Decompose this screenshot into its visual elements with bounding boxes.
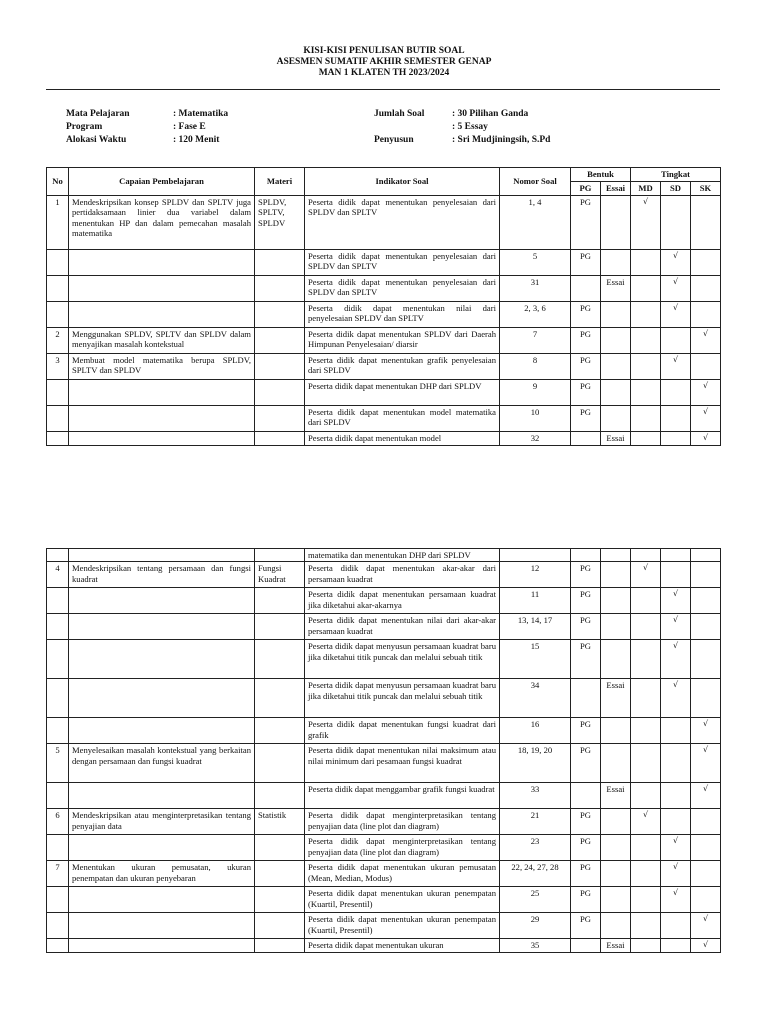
row-tingkat-sd: √ (661, 354, 691, 380)
row-bentuk-essai (601, 406, 631, 432)
row-tingkat-md: √ (631, 196, 661, 250)
row-capaian (69, 549, 255, 562)
row-tingkat-sd (661, 718, 691, 744)
mapel-label: Mata Pelajaran (66, 109, 130, 119)
row-nomor-soal: 23 (500, 835, 571, 861)
table-row (47, 354, 721, 380)
row-no: 5 (47, 744, 69, 783)
row-no (47, 380, 69, 406)
row-tingkat-sk (691, 809, 721, 835)
row-tingkat-md (631, 640, 661, 679)
kisi-table-page2 (46, 548, 721, 953)
doc-title-line2: ASESMEN SUMATIF AKHIR SEMESTER GENAP (276, 57, 492, 67)
col-header-capaian: Capaian Pembelajaran (69, 168, 255, 196)
row-tingkat-md (631, 939, 661, 953)
waktu-value: : 120 Menit (173, 135, 220, 145)
row-tingkat-sd (661, 549, 691, 562)
row-tingkat-md (631, 302, 661, 328)
col-header-sk: SK (691, 182, 721, 196)
row-indikator: Peserta didik dapat menentukan grafik penyelesaian dari SPLDV (305, 354, 500, 380)
row-indikator: Peserta didik dapat menentukan persamaan kuadrat jika diketahui akar-akarnya (305, 588, 500, 614)
row-bentuk-essai (601, 250, 631, 276)
row-no (47, 913, 69, 939)
mapel-value: : Matematika (173, 109, 229, 119)
row-indikator: Peserta didik dapat menyusun persamaan kuadrat baru jika diketahui titik puncak dan melalui sebuah titik (305, 679, 500, 718)
row-tingkat-sd: √ (661, 276, 691, 302)
jumlah-value-pg: : 30 Pilihan Ganda (452, 109, 529, 119)
row-materi (255, 588, 305, 614)
row-bentuk-essai (601, 718, 631, 744)
row-materi (255, 679, 305, 718)
row-tingkat-md (631, 250, 661, 276)
row-indikator: Peserta didik dapat menentukan model (305, 432, 500, 446)
row-indikator: Peserta didik dapat menggambar grafik fungsi kuadrat (305, 783, 500, 809)
row-tingkat-sd: √ (661, 861, 691, 887)
row-no (47, 302, 69, 328)
row-capaian: Mendeskripsikan konsep SPLDV dan SPLTV juga pertidaksamaan linier dua variabel dalam menentukan HP dan dalam pemecahan masalah matematika (69, 196, 255, 250)
row-tingkat-sk (691, 614, 721, 640)
row-nomor-soal: 18, 19, 20 (500, 744, 571, 783)
row-nomor-soal: 21 (500, 809, 571, 835)
row-materi (255, 614, 305, 640)
doc-title-line3: MAN 1 KLATEN TH 2023/2024 (318, 68, 450, 78)
table-row (47, 783, 721, 809)
row-bentuk-essai (601, 562, 631, 588)
row-indikator: Peserta didik dapat menentukan ukuran (305, 939, 500, 953)
row-materi (255, 783, 305, 809)
row-materi: Statistik (255, 809, 305, 835)
row-tingkat-sd (661, 406, 691, 432)
row-tingkat-sk (691, 861, 721, 887)
row-tingkat-sk: √ (691, 744, 721, 783)
row-indikator: Peserta didik dapat menentukan nilai dari penyelesaian SPLDV dan SPLTV (305, 302, 500, 328)
row-bentuk-essai: Essai (601, 783, 631, 809)
row-materi (255, 250, 305, 276)
table-row (47, 196, 721, 250)
row-tingkat-sd: √ (661, 614, 691, 640)
table-row (47, 328, 721, 354)
row-bentuk-essai (601, 614, 631, 640)
row-no: 6 (47, 809, 69, 835)
row-bentuk-pg: PG (571, 380, 601, 406)
row-tingkat-sd (661, 913, 691, 939)
row-bentuk-pg (571, 783, 601, 809)
row-no: 7 (47, 861, 69, 887)
row-bentuk-essai (601, 640, 631, 679)
row-tingkat-sk: √ (691, 380, 721, 406)
row-materi (255, 302, 305, 328)
row-tingkat-sk (691, 302, 721, 328)
row-tingkat-sd: √ (661, 887, 691, 913)
row-tingkat-sd (661, 939, 691, 953)
row-no (47, 887, 69, 913)
waktu-label: Alokasi Waktu (66, 135, 127, 145)
row-materi: Fungsi Kuadrat (255, 562, 305, 588)
row-no (47, 614, 69, 640)
row-bentuk-pg: PG (571, 196, 601, 250)
row-capaian (69, 276, 255, 302)
row-bentuk-pg: PG (571, 809, 601, 835)
row-indikator: Peserta didik dapat menentukan ukuran penempatan (Kuartil, Presentil) (305, 887, 500, 913)
row-bentuk-pg: PG (571, 614, 601, 640)
row-capaian (69, 913, 255, 939)
row-materi (255, 276, 305, 302)
row-materi (255, 939, 305, 953)
row-tingkat-sd (661, 783, 691, 809)
row-no: 3 (47, 354, 69, 380)
row-tingkat-sk: √ (691, 432, 721, 446)
row-tingkat-sk (691, 562, 721, 588)
row-nomor-soal: 11 (500, 588, 571, 614)
table-row (47, 250, 721, 276)
col-header-bentuk: Bentuk (571, 168, 631, 182)
row-no (47, 406, 69, 432)
row-tingkat-md (631, 614, 661, 640)
row-tingkat-sd (661, 809, 691, 835)
row-capaian (69, 614, 255, 640)
row-tingkat-md (631, 549, 661, 562)
row-bentuk-pg: PG (571, 302, 601, 328)
table-row (47, 549, 721, 562)
row-capaian: Menggunakan SPLDV, SPLTV dan SPLDV dalam menyajikan masalah kontekstual (69, 328, 255, 354)
row-bentuk-essai (601, 328, 631, 354)
row-tingkat-sd: √ (661, 588, 691, 614)
row-bentuk-pg (571, 679, 601, 718)
row-tingkat-sk (691, 196, 721, 250)
row-indikator: Peserta didik dapat menentukan akar-akar dari persamaan kuadrat (305, 562, 500, 588)
row-tingkat-md (631, 432, 661, 446)
row-tingkat-sd: √ (661, 640, 691, 679)
jumlah-value-essay: : 5 Essay (452, 122, 488, 132)
row-bentuk-essai (601, 744, 631, 783)
row-no (47, 718, 69, 744)
col-header-essai: Essai (601, 182, 631, 196)
row-capaian: Mendeskripsikan atau menginterpretasikan tentang penyajian data (69, 809, 255, 835)
table-row (47, 406, 721, 432)
doc-title-line1: KISI-KISI PENULISAN BUTIR SOAL (303, 46, 465, 56)
row-no (47, 679, 69, 718)
row-nomor-soal: 1, 4 (500, 196, 571, 250)
row-capaian (69, 939, 255, 953)
row-no (47, 276, 69, 302)
row-bentuk-pg: PG (571, 354, 601, 380)
row-tingkat-sk: √ (691, 913, 721, 939)
row-bentuk-essai: Essai (601, 939, 631, 953)
row-tingkat-sk: √ (691, 406, 721, 432)
row-tingkat-md (631, 406, 661, 432)
row-tingkat-sd: √ (661, 679, 691, 718)
row-capaian: Mendeskripsikan tentang persamaan dan fungsi kuadrat (69, 562, 255, 588)
row-bentuk-essai (601, 354, 631, 380)
row-tingkat-sk (691, 588, 721, 614)
row-bentuk-essai (601, 588, 631, 614)
header-rule (46, 89, 720, 90)
row-nomor-soal: 7 (500, 328, 571, 354)
row-materi (255, 432, 305, 446)
row-tingkat-sk (691, 679, 721, 718)
row-no (47, 432, 69, 446)
row-no (47, 783, 69, 809)
table-row (47, 562, 721, 588)
col-header-sd: SD (661, 182, 691, 196)
row-bentuk-pg: PG (571, 250, 601, 276)
row-nomor-soal: 16 (500, 718, 571, 744)
row-tingkat-sk: √ (691, 783, 721, 809)
col-header-nomor: Nomor Soal (500, 168, 571, 196)
row-materi (255, 913, 305, 939)
row-capaian (69, 718, 255, 744)
row-no (47, 250, 69, 276)
row-no (47, 835, 69, 861)
row-tingkat-md (631, 835, 661, 861)
row-nomor-soal: 34 (500, 679, 571, 718)
row-bentuk-essai (601, 913, 631, 939)
row-indikator: Peserta didik dapat menentukan nilai maksimum atau nilai minimum dari pesamaan fungsi kuadrat (305, 744, 500, 783)
row-tingkat-md (631, 913, 661, 939)
row-bentuk-pg (571, 939, 601, 953)
row-materi (255, 861, 305, 887)
row-no (47, 549, 69, 562)
row-nomor-soal: 15 (500, 640, 571, 679)
row-materi: SPLDV, SPLTV, SPLDV (255, 196, 305, 250)
row-tingkat-md: √ (631, 562, 661, 588)
row-materi (255, 380, 305, 406)
row-materi (255, 406, 305, 432)
row-materi (255, 640, 305, 679)
table1-body (47, 196, 721, 446)
row-capaian (69, 835, 255, 861)
row-bentuk-pg: PG (571, 744, 601, 783)
row-capaian: Menyelesaikan masalah kontekstual yang berkaitan dengan persamaan dan fungsi kuadrat (69, 744, 255, 783)
table-row (47, 939, 721, 953)
col-header-no: No (47, 168, 69, 196)
row-materi (255, 354, 305, 380)
row-capaian (69, 406, 255, 432)
row-tingkat-sd (661, 744, 691, 783)
row-nomor-soal: 29 (500, 913, 571, 939)
row-bentuk-essai (601, 380, 631, 406)
row-tingkat-md (631, 588, 661, 614)
row-tingkat-md (631, 328, 661, 354)
row-nomor-soal: 8 (500, 354, 571, 380)
row-indikator: Peserta didik dapat menentukan penyelesaian dari SPLDV dan SPLTV (305, 250, 500, 276)
row-nomor-soal: 22, 24, 27, 28 (500, 861, 571, 887)
row-indikator: Peserta didik dapat menentukan ukuran pemusatan (Mean, Median, Modus) (305, 861, 500, 887)
row-bentuk-essai (601, 196, 631, 250)
row-tingkat-md (631, 744, 661, 783)
row-materi (255, 744, 305, 783)
row-tingkat-sd (661, 432, 691, 446)
row-bentuk-pg (571, 549, 601, 562)
table-row (47, 809, 721, 835)
row-tingkat-md (631, 718, 661, 744)
row-nomor-soal: 25 (500, 887, 571, 913)
row-nomor-soal: 33 (500, 783, 571, 809)
row-tingkat-sk: √ (691, 939, 721, 953)
row-bentuk-pg: PG (571, 406, 601, 432)
row-bentuk-pg: PG (571, 328, 601, 354)
row-tingkat-sk: √ (691, 718, 721, 744)
row-capaian (69, 380, 255, 406)
row-materi (255, 549, 305, 562)
row-no: 4 (47, 562, 69, 588)
row-indikator: Peserta didik dapat menentukan SPLDV dari Daerah Himpunan Penyelesaian/ diarsir (305, 328, 500, 354)
row-tingkat-md (631, 354, 661, 380)
row-nomor-soal: 35 (500, 939, 571, 953)
row-tingkat-sd (661, 196, 691, 250)
row-nomor-soal: 2, 3, 6 (500, 302, 571, 328)
row-tingkat-md (631, 783, 661, 809)
row-indikator: Peserta didik dapat menentukan fungsi kuadrat dari grafik (305, 718, 500, 744)
jumlah-label: Jumlah Soal (374, 109, 425, 119)
row-capaian (69, 302, 255, 328)
row-bentuk-essai: Essai (601, 276, 631, 302)
table-row (47, 432, 721, 446)
row-nomor-soal: 5 (500, 250, 571, 276)
row-capaian (69, 250, 255, 276)
row-bentuk-essai (601, 887, 631, 913)
row-capaian (69, 640, 255, 679)
row-tingkat-sd (661, 328, 691, 354)
col-header-tingkat: Tingkat (631, 168, 721, 182)
row-tingkat-sk: √ (691, 328, 721, 354)
row-tingkat-sd: √ (661, 835, 691, 861)
row-nomor-soal: 9 (500, 380, 571, 406)
row-nomor-soal: 12 (500, 562, 571, 588)
row-indikator: matematika dan menentukan DHP dari SPLDV (305, 549, 500, 562)
penyusun-value: : Sri Mudjiningsih, S.Pd (452, 135, 551, 145)
row-tingkat-sd (661, 380, 691, 406)
row-tingkat-md (631, 887, 661, 913)
table-row (47, 861, 721, 887)
row-tingkat-sk (691, 354, 721, 380)
table-row (47, 614, 721, 640)
row-tingkat-md: √ (631, 809, 661, 835)
penyusun-label: Penyusun (374, 135, 414, 145)
row-bentuk-pg: PG (571, 640, 601, 679)
row-no: 1 (47, 196, 69, 250)
row-indikator: Peserta didik dapat menentukan DHP dari SPLDV (305, 380, 500, 406)
row-materi (255, 718, 305, 744)
row-capaian: Membuat model matematika berupa SPLDV, SPLTV dan SPLDV (69, 354, 255, 380)
table-row (47, 744, 721, 783)
row-tingkat-sd: √ (661, 302, 691, 328)
row-tingkat-md (631, 861, 661, 887)
row-bentuk-pg (571, 432, 601, 446)
row-bentuk-pg: PG (571, 588, 601, 614)
row-bentuk-pg: PG (571, 718, 601, 744)
row-bentuk-essai (601, 302, 631, 328)
row-materi (255, 328, 305, 354)
row-indikator: Peserta didik dapat menentukan ukuran penempatan (Kuartil, Presentil) (305, 913, 500, 939)
table-row (47, 887, 721, 913)
table-row (47, 302, 721, 328)
row-nomor-soal: 10 (500, 406, 571, 432)
row-materi (255, 887, 305, 913)
row-nomor-soal (500, 549, 571, 562)
row-tingkat-md (631, 380, 661, 406)
row-capaian (69, 679, 255, 718)
row-tingkat-sk (691, 276, 721, 302)
row-bentuk-essai: Essai (601, 432, 631, 446)
col-header-materi: Materi (255, 168, 305, 196)
row-nomor-soal: 31 (500, 276, 571, 302)
row-bentuk-pg: PG (571, 835, 601, 861)
row-indikator: Peserta didik dapat menentukan penyelesaian dari SPLDV dan SPLTV (305, 276, 500, 302)
table-row (47, 835, 721, 861)
row-bentuk-pg (571, 276, 601, 302)
row-indikator: Peserta didik dapat menginterpretasikan tentang penyajian data (line plot dan diagram) (305, 809, 500, 835)
row-no: 2 (47, 328, 69, 354)
table-row (47, 679, 721, 718)
row-bentuk-essai (601, 809, 631, 835)
table-row (47, 913, 721, 939)
row-tingkat-sk (691, 250, 721, 276)
row-no (47, 588, 69, 614)
row-bentuk-pg: PG (571, 562, 601, 588)
row-tingkat-sk (691, 887, 721, 913)
row-tingkat-md (631, 679, 661, 718)
row-bentuk-essai (601, 861, 631, 887)
col-header-md: MD (631, 182, 661, 196)
row-bentuk-pg: PG (571, 887, 601, 913)
row-tingkat-md (631, 276, 661, 302)
row-no (47, 939, 69, 953)
col-header-indikator: Indikator Soal (305, 168, 500, 196)
kisi-table-page1 (46, 167, 721, 446)
row-nomor-soal: 13, 14, 17 (500, 614, 571, 640)
row-tingkat-sd (661, 562, 691, 588)
row-capaian (69, 432, 255, 446)
row-indikator: Peserta didik dapat menginterpretasikan tentang penyajian data (line plot dan diagram) (305, 835, 500, 861)
row-tingkat-sk (691, 640, 721, 679)
row-capaian: Menentukan ukuran pemusatan, ukuran penempatan dan ukuran penyebaran (69, 861, 255, 887)
col-header-pg: PG (571, 182, 601, 196)
program-value: : Fase E (173, 122, 206, 132)
row-indikator: Peserta didik dapat menentukan penyelesaian dari SPLDV dan SPLTV (305, 196, 500, 250)
row-capaian (69, 887, 255, 913)
row-bentuk-pg: PG (571, 861, 601, 887)
row-capaian (69, 783, 255, 809)
row-tingkat-sk (691, 549, 721, 562)
table2-body (47, 549, 721, 953)
row-bentuk-essai: Essai (601, 679, 631, 718)
table-row (47, 276, 721, 302)
row-bentuk-pg: PG (571, 913, 601, 939)
table-row (47, 588, 721, 614)
table-row (47, 718, 721, 744)
row-nomor-soal: 32 (500, 432, 571, 446)
row-indikator: Peserta didik dapat menyusun persamaan kuadrat baru jika diketahui titik puncak dan melalui sebuah titik (305, 640, 500, 679)
row-tingkat-sk (691, 835, 721, 861)
program-label: Program (66, 122, 103, 132)
table-row (47, 640, 721, 679)
row-no (47, 640, 69, 679)
row-indikator: Peserta didik dapat menentukan nilai dari akar-akar persamaan kuadrat (305, 614, 500, 640)
row-materi (255, 835, 305, 861)
row-bentuk-essai (601, 835, 631, 861)
table-row (47, 380, 721, 406)
row-bentuk-essai (601, 549, 631, 562)
row-indikator: Peserta didik dapat menentukan model matematika dari SPLDV (305, 406, 500, 432)
row-capaian (69, 588, 255, 614)
row-tingkat-sd: √ (661, 250, 691, 276)
